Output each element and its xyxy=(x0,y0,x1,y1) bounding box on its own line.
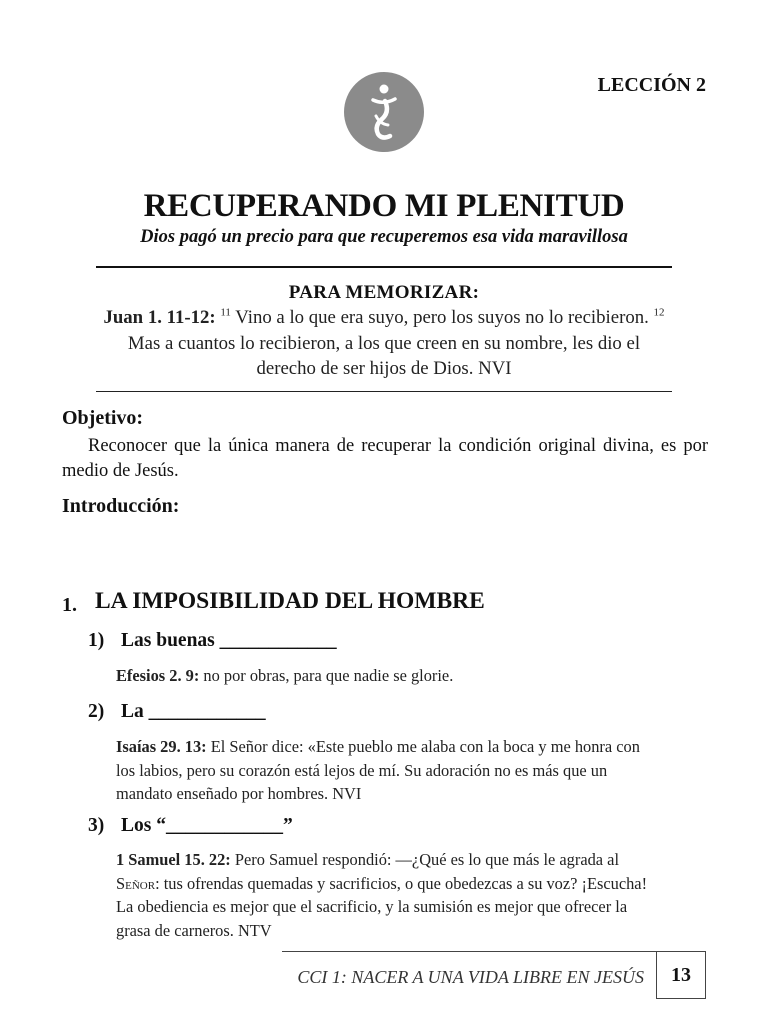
verse-text: no por obras, para que nadie se glorie. xyxy=(199,666,454,685)
section-title: LA IMPOSIBILIDAD DEL HOMBRE xyxy=(95,588,485,614)
item-label: La ____________ xyxy=(121,701,266,722)
bible-verse xyxy=(116,848,656,942)
memorize-heading: PARA MEMORIZAR: xyxy=(288,282,480,303)
item-number: 3) xyxy=(88,815,105,836)
memorize-divider xyxy=(96,391,672,392)
introduction-heading: Introducción: xyxy=(62,495,180,517)
section-number: 1. xyxy=(62,594,77,616)
list-item xyxy=(88,815,293,837)
verse-text: : tus ofrendas quemadas y sacrificios, o que obedezcas a su voz? ¡Escucha! La obediencia es mejor que el sacrificio, y la sumisión es mejor que ofrecer la grasa de carneros. NTV xyxy=(116,873,648,940)
memorize-verse xyxy=(100,305,668,382)
title-divider xyxy=(96,266,672,268)
verse-number: 11 xyxy=(220,306,231,319)
verse-reference: Isaías 29. 13: xyxy=(116,737,207,756)
verse-text: Pero Samuel respondió: —¿Qué es lo que más le agrada al xyxy=(230,850,620,869)
footer-book-title: CCI 1: NACER A UNA VIDA LIBRE EN JESÚS xyxy=(297,967,644,987)
verse-text: El Señor dice: «Este pueblo me alaba con la boca y me honra con los labios, pero su corazón está lejos de mí. Su adoración no es más que un mandato enseñado por hombres. NVI xyxy=(116,737,640,803)
objective-text: Reconocer que la única manera de recuperar la condición original divina, es por medio de Jesús. xyxy=(62,436,708,481)
list-item xyxy=(88,701,266,723)
page-subtitle: Dios pagó un precio para que recuperemos esa vida maravillosa xyxy=(140,227,628,247)
item-label: Los “____________” xyxy=(121,815,293,836)
verse-reference: Efesios 2. 9: xyxy=(116,666,200,685)
item-number: 2) xyxy=(88,701,105,722)
item-number: 1) xyxy=(88,630,105,651)
item-label: Las buenas ____________ xyxy=(121,630,337,651)
bible-verse xyxy=(116,664,656,688)
verse-reference: 1 Samuel 15. 22: xyxy=(116,850,231,869)
lesson-number: LECCIÓN 2 xyxy=(597,74,706,96)
page-number: 13 xyxy=(656,951,706,999)
lord-word: Señor xyxy=(116,873,156,893)
verse-number: 12 xyxy=(653,306,665,319)
objective-heading: Objetivo: xyxy=(62,407,144,429)
verse-text: Vino a lo que era suyo, pero los suyos no lo recibieron. xyxy=(230,307,654,328)
verse-text: Mas a cuantos lo recibieron, a los que creen en su nombre, les dio el derecho de ser hijos de Dios. NVI xyxy=(127,332,641,379)
page-title: RECUPERANDO MI PLENITUD xyxy=(143,188,625,224)
memorize-reference: Juan 1. 11-12: xyxy=(103,307,216,328)
list-item xyxy=(88,630,337,652)
person-spiral-logo-icon xyxy=(344,72,424,152)
ministry-logo-icon xyxy=(344,72,424,152)
bible-verse xyxy=(116,735,656,806)
footer-divider xyxy=(282,951,706,952)
